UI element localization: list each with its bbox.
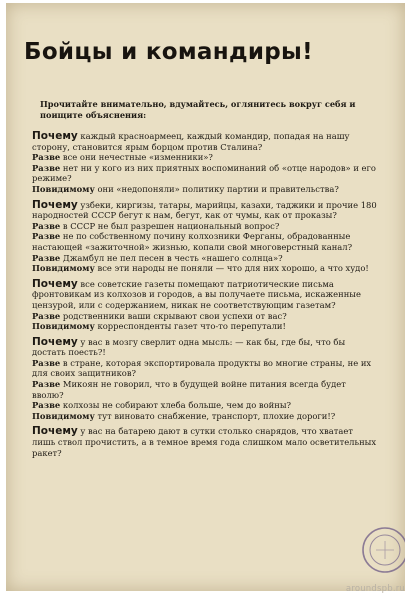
paragraph-keyword: Разве xyxy=(32,162,61,173)
paragraph-keyword: Почему xyxy=(32,198,78,211)
paragraph xyxy=(32,411,378,422)
paragraph-text: они «недопоняли» политику партии и правительства? xyxy=(94,183,339,194)
paragraph xyxy=(32,358,378,379)
paragraph xyxy=(32,311,378,322)
leaflet-page xyxy=(6,3,405,591)
paragraph xyxy=(32,426,378,458)
paragraph xyxy=(32,279,378,311)
paragraph-keyword: Почему xyxy=(32,335,78,348)
paragraph-keyword: Разве xyxy=(32,379,61,390)
paragraph-keyword: Разве xyxy=(32,400,61,411)
paragraph-keyword: Повидимому xyxy=(32,410,95,421)
paragraph-text: корреспонденты газет что-то перепутали! xyxy=(94,321,286,332)
paragraph-keyword: Почему xyxy=(32,425,78,438)
paragraph xyxy=(32,131,378,152)
paragraph xyxy=(32,231,378,252)
paragraph-text: узбеки, киргизы, татары, марийцы, казахи, таджики и прочие 180 народностей СССР бегут к нам, бегут, как от чумы, как от проказы? xyxy=(32,199,377,221)
paragraph-keyword: Разве xyxy=(32,357,61,368)
paragraph-keyword: Повидимому xyxy=(32,263,95,274)
paragraph-keyword: Повидимому xyxy=(32,321,95,332)
paragraph-text: каждый красноармеец, каждый командир, попадая на нашу сторону, становится ярым борцом против Сталина? xyxy=(32,131,350,152)
paragraph-text: тут виновато снабжение, транспорт, плохие дороги!? xyxy=(94,410,336,421)
paragraph-keyword: Разве xyxy=(32,252,61,263)
paragraph-keyword: Почему xyxy=(32,277,78,290)
paragraph-text: все эти народы не поняли — что для них хорошо, а что худо! xyxy=(94,263,369,274)
paragraph-keyword: Почему xyxy=(32,130,78,142)
paragraph xyxy=(32,321,378,332)
paragraph xyxy=(32,400,378,411)
paragraph-text: колхозы не собирают хлеба больше, чем до войны? xyxy=(60,400,291,411)
page-title: Бойцы и командиры! xyxy=(24,39,313,65)
paragraph xyxy=(32,152,378,163)
paragraph-text: все они нечестные «изменники»? xyxy=(60,152,213,163)
paragraph xyxy=(32,379,378,400)
paragraph-text: у вас в мозгу сверлит одна мысль: — как бы, где бы, что бы достать поесть?! xyxy=(32,336,346,358)
library-stamp-icon xyxy=(358,523,405,577)
watermark: aroundspb.ru xyxy=(345,584,405,594)
paragraph-text: родственники ваши скрывают свои успехи от вас? xyxy=(60,310,287,321)
paragraph-keyword: Разве xyxy=(32,231,61,242)
paragraph-text: Микоян не говорил, что в будущей войне питания всегда будет вволю? xyxy=(32,379,346,400)
paragraph-text: нет ни у кого из них приятных воспоминаний об «отце народов» и его режиме? xyxy=(32,162,376,184)
paragraph-text: все советские газеты помещают патриотические письма фронтовикам из колхозов и городов, а вы получаете письма, искаженные цензурой, или с содержанием, никак не соответствующим газетам? xyxy=(32,278,361,310)
paragraph-keyword: Разве xyxy=(32,220,61,231)
paragraph xyxy=(32,184,378,195)
paragraph-text: у вас на батарею дают в сутки столько снарядов, что хватает лишь ствол прочистить, а в темное время года слишком мало осветительных ракет? xyxy=(32,426,377,458)
paragraph-keyword: Разве xyxy=(32,152,61,163)
question-list xyxy=(32,131,378,458)
paragraph-keyword: Повидимому xyxy=(32,183,95,194)
paragraph xyxy=(32,253,378,264)
paragraph-text: не по собственному почину колхозники Ферганы, обрадованные настающей «зажиточной» жизнью, копали свой многоверстный канал? xyxy=(32,231,353,252)
paragraph-text: в стране, которая экспортировала продукты во многие страны, не их для своих защитников? xyxy=(32,357,372,379)
paragraph xyxy=(32,221,378,232)
paragraph-text: в СССР не был разрешен национальный вопрос? xyxy=(60,220,280,231)
paragraph xyxy=(32,200,378,221)
paragraph-keyword: Разве xyxy=(32,310,61,321)
paragraph xyxy=(32,163,378,184)
paragraph xyxy=(32,337,378,358)
paragraph-text: Джамбул не пел песен в честь «нашего солнца»? xyxy=(60,252,283,263)
intro-text: Прочитайте внимательно, вдумайтесь, оглянитесь вокруг себя и поищите объяснения: xyxy=(40,99,356,120)
paragraph xyxy=(32,263,378,274)
